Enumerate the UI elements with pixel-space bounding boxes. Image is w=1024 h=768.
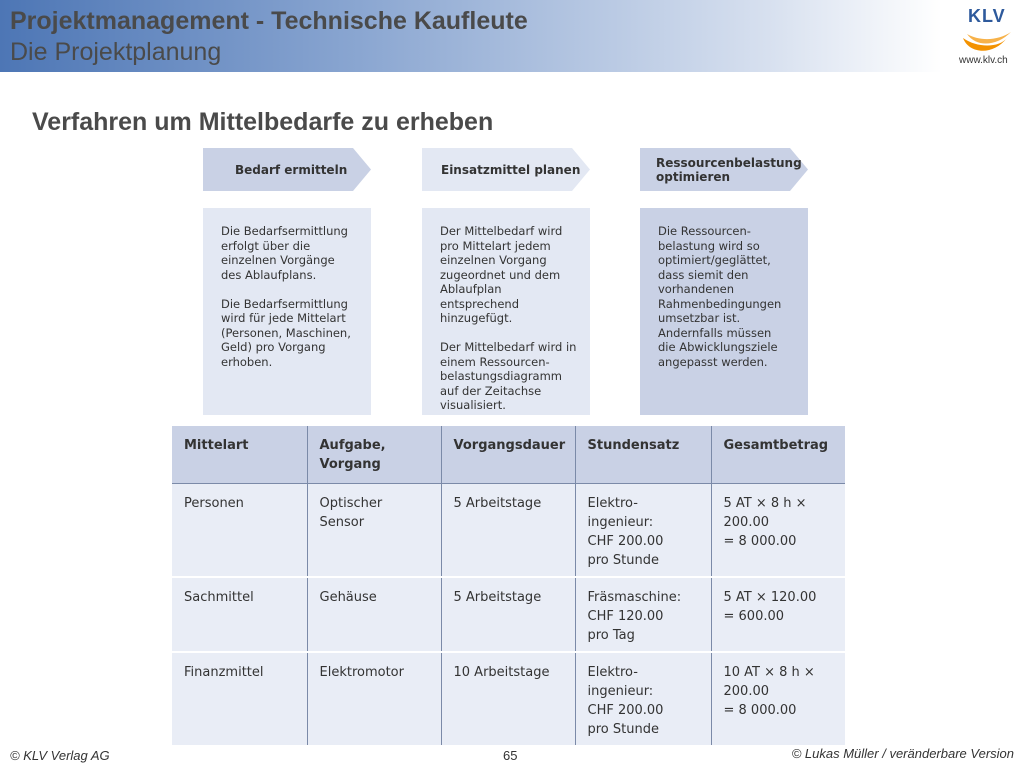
mittelbedarf-table <box>172 426 845 747</box>
table-cell: Fräsmaschine: CHF 120.00 pro Tag <box>575 577 711 652</box>
logo-text: KLV <box>968 6 1006 26</box>
description-paragraph: Der Mittelbedarf wird pro Mittelart jedem einzelnen Vorgang zugeordnet und dem Ablaufplan entsprechend hinzugefügt. <box>440 224 563 325</box>
description-bedarf <box>203 208 371 415</box>
table-cell: 10 AT × 8 h × 200.00 = 8 000.00 <box>711 652 845 746</box>
column-header: Stundensatz <box>575 426 711 483</box>
step-label <box>656 148 806 191</box>
step-label: Einsatzmittel planen <box>441 162 581 177</box>
table-cell: Optischer Sensor <box>307 483 441 577</box>
table-cell: 5 Arbeitstage <box>441 577 575 652</box>
step-einsatzmittel-planen <box>422 148 590 191</box>
table-cell: 5 AT × 120.00 = 600.00 <box>711 577 845 652</box>
table-header-row <box>172 426 845 483</box>
step-ressourcenbelastung-optimieren <box>640 148 808 191</box>
table-cell: Finanzmittel <box>172 652 307 746</box>
description-einsatzmittel <box>422 208 590 415</box>
column-header: Vorgangsdauer <box>441 426 575 483</box>
page-title: Projektmanagement - Technische Kaufleute <box>10 7 528 35</box>
table-cell: Sachmittel <box>172 577 307 652</box>
column-header: Gesamtbetrag <box>711 426 845 483</box>
table-cell: Personen <box>172 483 307 577</box>
table-cell: 5 AT × 8 h × 200.00 = 8 000.00 <box>711 483 845 577</box>
description-ressourcen <box>640 208 808 415</box>
logo-url: www.klv.ch <box>959 55 1008 66</box>
step-label-line: Ressourcenbelastung <box>656 155 802 170</box>
column-header: Aufgabe, Vorgang <box>307 426 441 483</box>
footer-author: © Lukas Müller / veränderbare Version <box>791 746 1014 761</box>
description-paragraph: Die Bedarfsermittlung wird für jede Mittelart (Personen, Maschinen, Geld) pro Vorgang erhoben. <box>221 296 351 369</box>
column-header: Mittelart <box>172 426 307 483</box>
table-row <box>172 483 845 577</box>
page-subtitle: Die Projektplanung <box>10 38 222 66</box>
step-label: Bedarf ermitteln <box>235 162 348 177</box>
table-cell: Elektromotor <box>307 652 441 746</box>
section-title: Verfahren um Mittelbedarfe zu erheben <box>32 108 494 136</box>
table-cell: Gehäuse <box>307 577 441 652</box>
description-paragraph: Der Mittelbedarf wird in einem Ressourcen- belastungsdiagramm auf der Zeitachse visualisiert. <box>440 340 577 412</box>
table-row <box>172 652 845 746</box>
page-number: 65 <box>503 748 518 763</box>
table-cell: 10 Arbeitstage <box>441 652 575 746</box>
table-cell: 5 Arbeitstage <box>441 483 575 577</box>
description-paragraph: Die Bedarfsermittlung erfolgt über die einzelnen Vorgänge des Ablaufplans. <box>221 224 348 282</box>
step-label-line: optimieren <box>656 169 731 184</box>
table-cell: Elektro- ingenieur: CHF 200.00 pro Stunde <box>575 652 711 746</box>
table-cell: Elektro- ingenieur: CHF 200.00 pro Stunde <box>575 483 711 577</box>
footer-copyright: © KLV Verlag AG <box>10 748 110 763</box>
description-paragraph: Die Ressourcen- belastung wird so optimiert/geglättet, dass siemit den vorhandenen Rahmenbedingungen umsetzbar ist. Andernfalls müssen die Abwicklungsziele angepasst werden. <box>658 224 782 369</box>
step-bedarf-ermitteln <box>203 148 371 191</box>
table-row <box>172 577 845 652</box>
